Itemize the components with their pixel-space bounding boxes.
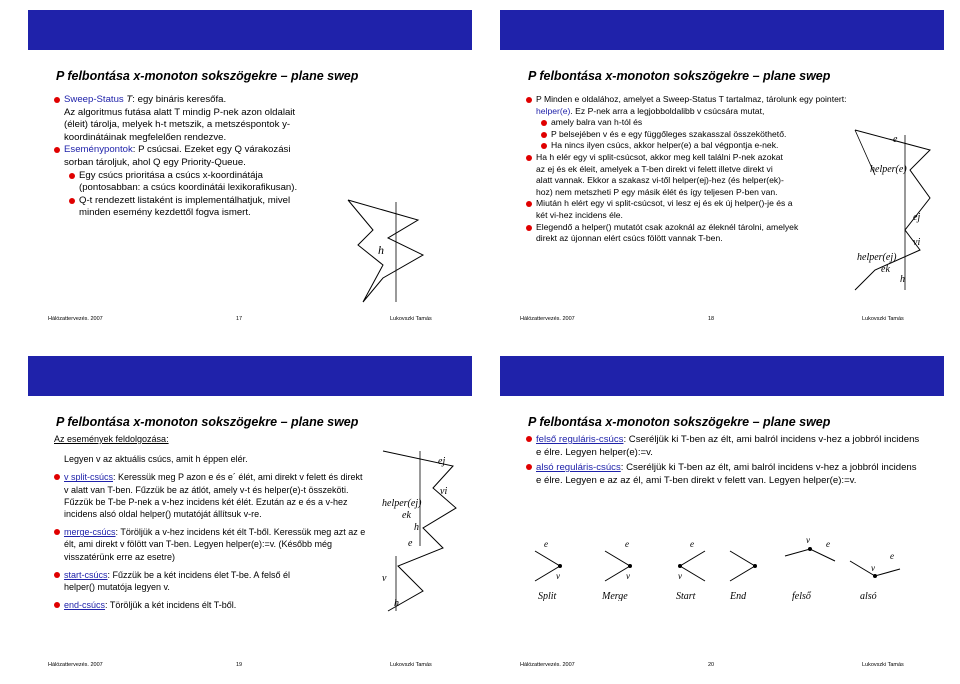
footer-page: 19 — [236, 662, 243, 666]
events-heading: Az események feldolgozása: — [54, 434, 169, 444]
bullet-queue-list: Q-t rendezett listaként is implementálhatjuk, mivel minden esemény kezdettől fogva ismert. — [54, 195, 304, 220]
bullet-lower-regular: alsó reguláris-csúcs: Cseréljük ki T-ben az élt, ami balról incidens v-hez a jobbról incidens e élre. Legyen e az az él, ami T-ben direkt v felett van. Legyen helper(e):=v. — [526, 461, 921, 487]
lower-e: e — [890, 551, 894, 561]
start-e: e — [690, 539, 694, 549]
caption-start: Start — [676, 591, 696, 601]
edge-ej-label: ej — [438, 456, 446, 467]
bullet-split-vertex: Ha h elér egy vi split-csúcsot, akkor meg kell találni P-nek azokat az ej és ek éleit, amelyek a T-ben direkt vi felett illetve direkt vi alatt vannak. Ekkor a szakasz vi-től helper(ej)-hez (és helper(ek)-hoz) nem metszheti P egy másik élét és így teljesen P-ben van. — [526, 152, 786, 198]
bullet-sweep-status: Sweep-Status T: egy bináris keresőfa. — [54, 94, 304, 107]
edge-e-label: e — [893, 134, 898, 145]
slide-body — [526, 433, 921, 487]
bullet-sufficient: Elegendő a helper() mutatót csak azoknál az éleknél tárolni, amelyek direkt az újonnan elért csúcs fölött vannak T-ben. — [526, 222, 806, 245]
slide-body — [54, 94, 304, 220]
edge-ek-label: ek — [402, 510, 411, 521]
bullet-merge: merge-csúcs: Töröljük a v-hez incidens két élt T-ből. Keressük meg azt az e élt, ami direkt v fölött van T-ben. Legyen helper(e):=v. (Később még visszatérünk erre az esetre) — [54, 526, 374, 563]
split-e: e — [544, 539, 548, 549]
slide-17 — [28, 10, 472, 320]
bullet-split: v split-csúcs: Keressük meg P azon e és e´ élét, ami direkt v felett és direkt v alatt van T-ben. Fűzzük be az átlót, amely v-t és helper(e)-t összeköti. Fűzzük be T-be P-nek a v-hez incidens két élét. Ezután az e és a v-hez incidens alsó oldal helper() mutatóját állítsuk v-re. — [54, 471, 364, 520]
slide-body — [54, 433, 374, 611]
vertex-vi-label: vi — [913, 237, 921, 248]
sweep-line-label-2: h — [394, 598, 399, 609]
split-v: v — [556, 571, 560, 581]
events-intro: Legyen v az aktuális csúcs, amit h éppen elér. — [64, 454, 248, 465]
title-band — [28, 356, 472, 396]
slide-title: P felbontása x-monoton sokszögekre – plane swep — [528, 69, 831, 83]
bullet-new-helper: Miután h elért egy vi split-csúcsot, vi lesz ej és ek új helper()-je és a két vi-hez incidens éle. — [526, 198, 806, 221]
footer-right: Lukovszki Tamás — [390, 662, 432, 666]
merge-v: v — [626, 571, 630, 581]
slide-19 — [28, 356, 472, 666]
footer-left: Hálózattervezés, 2007 — [48, 662, 103, 666]
helper-ej-label: helper(ej) — [382, 498, 422, 509]
edge-e-label: e — [408, 538, 413, 549]
edge-ej-label: ej — [913, 212, 921, 223]
footer-left: Hálózattervezés, 2007 — [48, 316, 103, 320]
merge-e: e — [625, 539, 629, 549]
footer-right: Lukovszki Tamás — [390, 316, 432, 320]
bullet-left-of-h: amely balra van h-tól és — [526, 117, 866, 129]
title-band — [28, 10, 472, 50]
slide-20 — [500, 356, 944, 666]
footer-left: Hálózattervezés, 2007 — [520, 316, 575, 320]
slide-title: P felbontása x-monoton sokszögekre – plane swep — [528, 415, 831, 429]
slide-18 — [500, 10, 944, 320]
events-figure — [368, 446, 468, 616]
helper-ej-label: helper(ej) — [857, 252, 897, 263]
upper-e: e — [826, 539, 830, 549]
sweep-line-label-1: h — [414, 522, 419, 533]
vertex-v-label: v — [382, 573, 387, 584]
bullet-start: start-csúcs: Fűzzük be a két incidens élet T-be. A felső él helper() mutatója legyen v. — [54, 569, 304, 593]
slide-body — [526, 94, 866, 245]
edge-ek-label: ek — [881, 264, 890, 275]
vertex-vi-label: vi — [440, 486, 448, 497]
title-band — [500, 356, 944, 396]
bullet-upper-regular: felső reguláris-csúcs: Cseréljük ki T-ben az élt, ami balról incidens v-hez a jobbról incidens e élre. Legyen helper(e):=v. — [526, 433, 921, 459]
caption-end: End — [730, 591, 747, 601]
sweep-status-desc: Az algoritmus futása alatt T mindig P-nek azon oldalait (éleit) tárolja, melyek h-t metszik, a metszéspontok y-koordinátáinak megfelelően rendezve. — [64, 106, 296, 143]
polygon-figure — [328, 190, 458, 310]
caption-upper: felső — [792, 591, 811, 601]
footer-right: Lukovszki Tamás — [862, 316, 904, 320]
footer-left: Hálózattervezés, 2007 — [520, 662, 575, 666]
title-band — [500, 10, 944, 50]
sweep-line-label: h — [378, 243, 384, 257]
caption-lower: alsó — [860, 591, 877, 601]
lower-v: v — [871, 563, 875, 573]
footer-page: 20 — [708, 662, 715, 666]
helper-figure — [835, 120, 940, 295]
bullet-end: end-csúcs: Töröljük a két incidens élt T-ből. — [54, 599, 374, 611]
caption-merge: Merge — [602, 591, 628, 601]
bullet-event-points: Eseménypontok: P csúcsai. Ezeket egy Q várakozási sorban tároljuk, ahol Q egy Priority-Queue. — [54, 144, 304, 169]
upper-v: v — [806, 535, 810, 545]
bullet-vertical-segment: P belsejében v és e egy függőleges szakasszal összeköthető. — [526, 129, 866, 141]
bullet-no-vertex: Ha nincs ilyen csúcs, akkor helper(e) a bal végpontja e-nek. — [526, 140, 866, 152]
slide-title: P felbontása x-monoton sokszögekre – plane swep — [56, 415, 359, 429]
footer-right: Lukovszki Tamás — [862, 662, 904, 666]
caption-split: Split — [538, 591, 557, 601]
vertex-types-figure — [530, 531, 930, 601]
footer-page: 17 — [236, 316, 243, 320]
sweep-line-label: h — [900, 274, 905, 285]
bullet-priority: Egy csúcs prioritása a csúcs x-koordinátája (pontosabban: a csúcs koordinátái lexikorafikusan). — [54, 170, 304, 195]
footer-page: 18 — [708, 316, 715, 320]
start-v: v — [678, 571, 682, 581]
bullet-helper-def: P Minden e oldalához, amelyet a Sweep-Status T tartalmaz, tárolunk egy pointert: helper(e). Ez P-nek arra a legjobboldalibb v csúcsára mutat, — [526, 94, 866, 117]
helper-e-label: helper(e) — [870, 164, 907, 175]
slide-title: P felbontása x-monoton sokszögekre – plane swep — [56, 69, 359, 83]
